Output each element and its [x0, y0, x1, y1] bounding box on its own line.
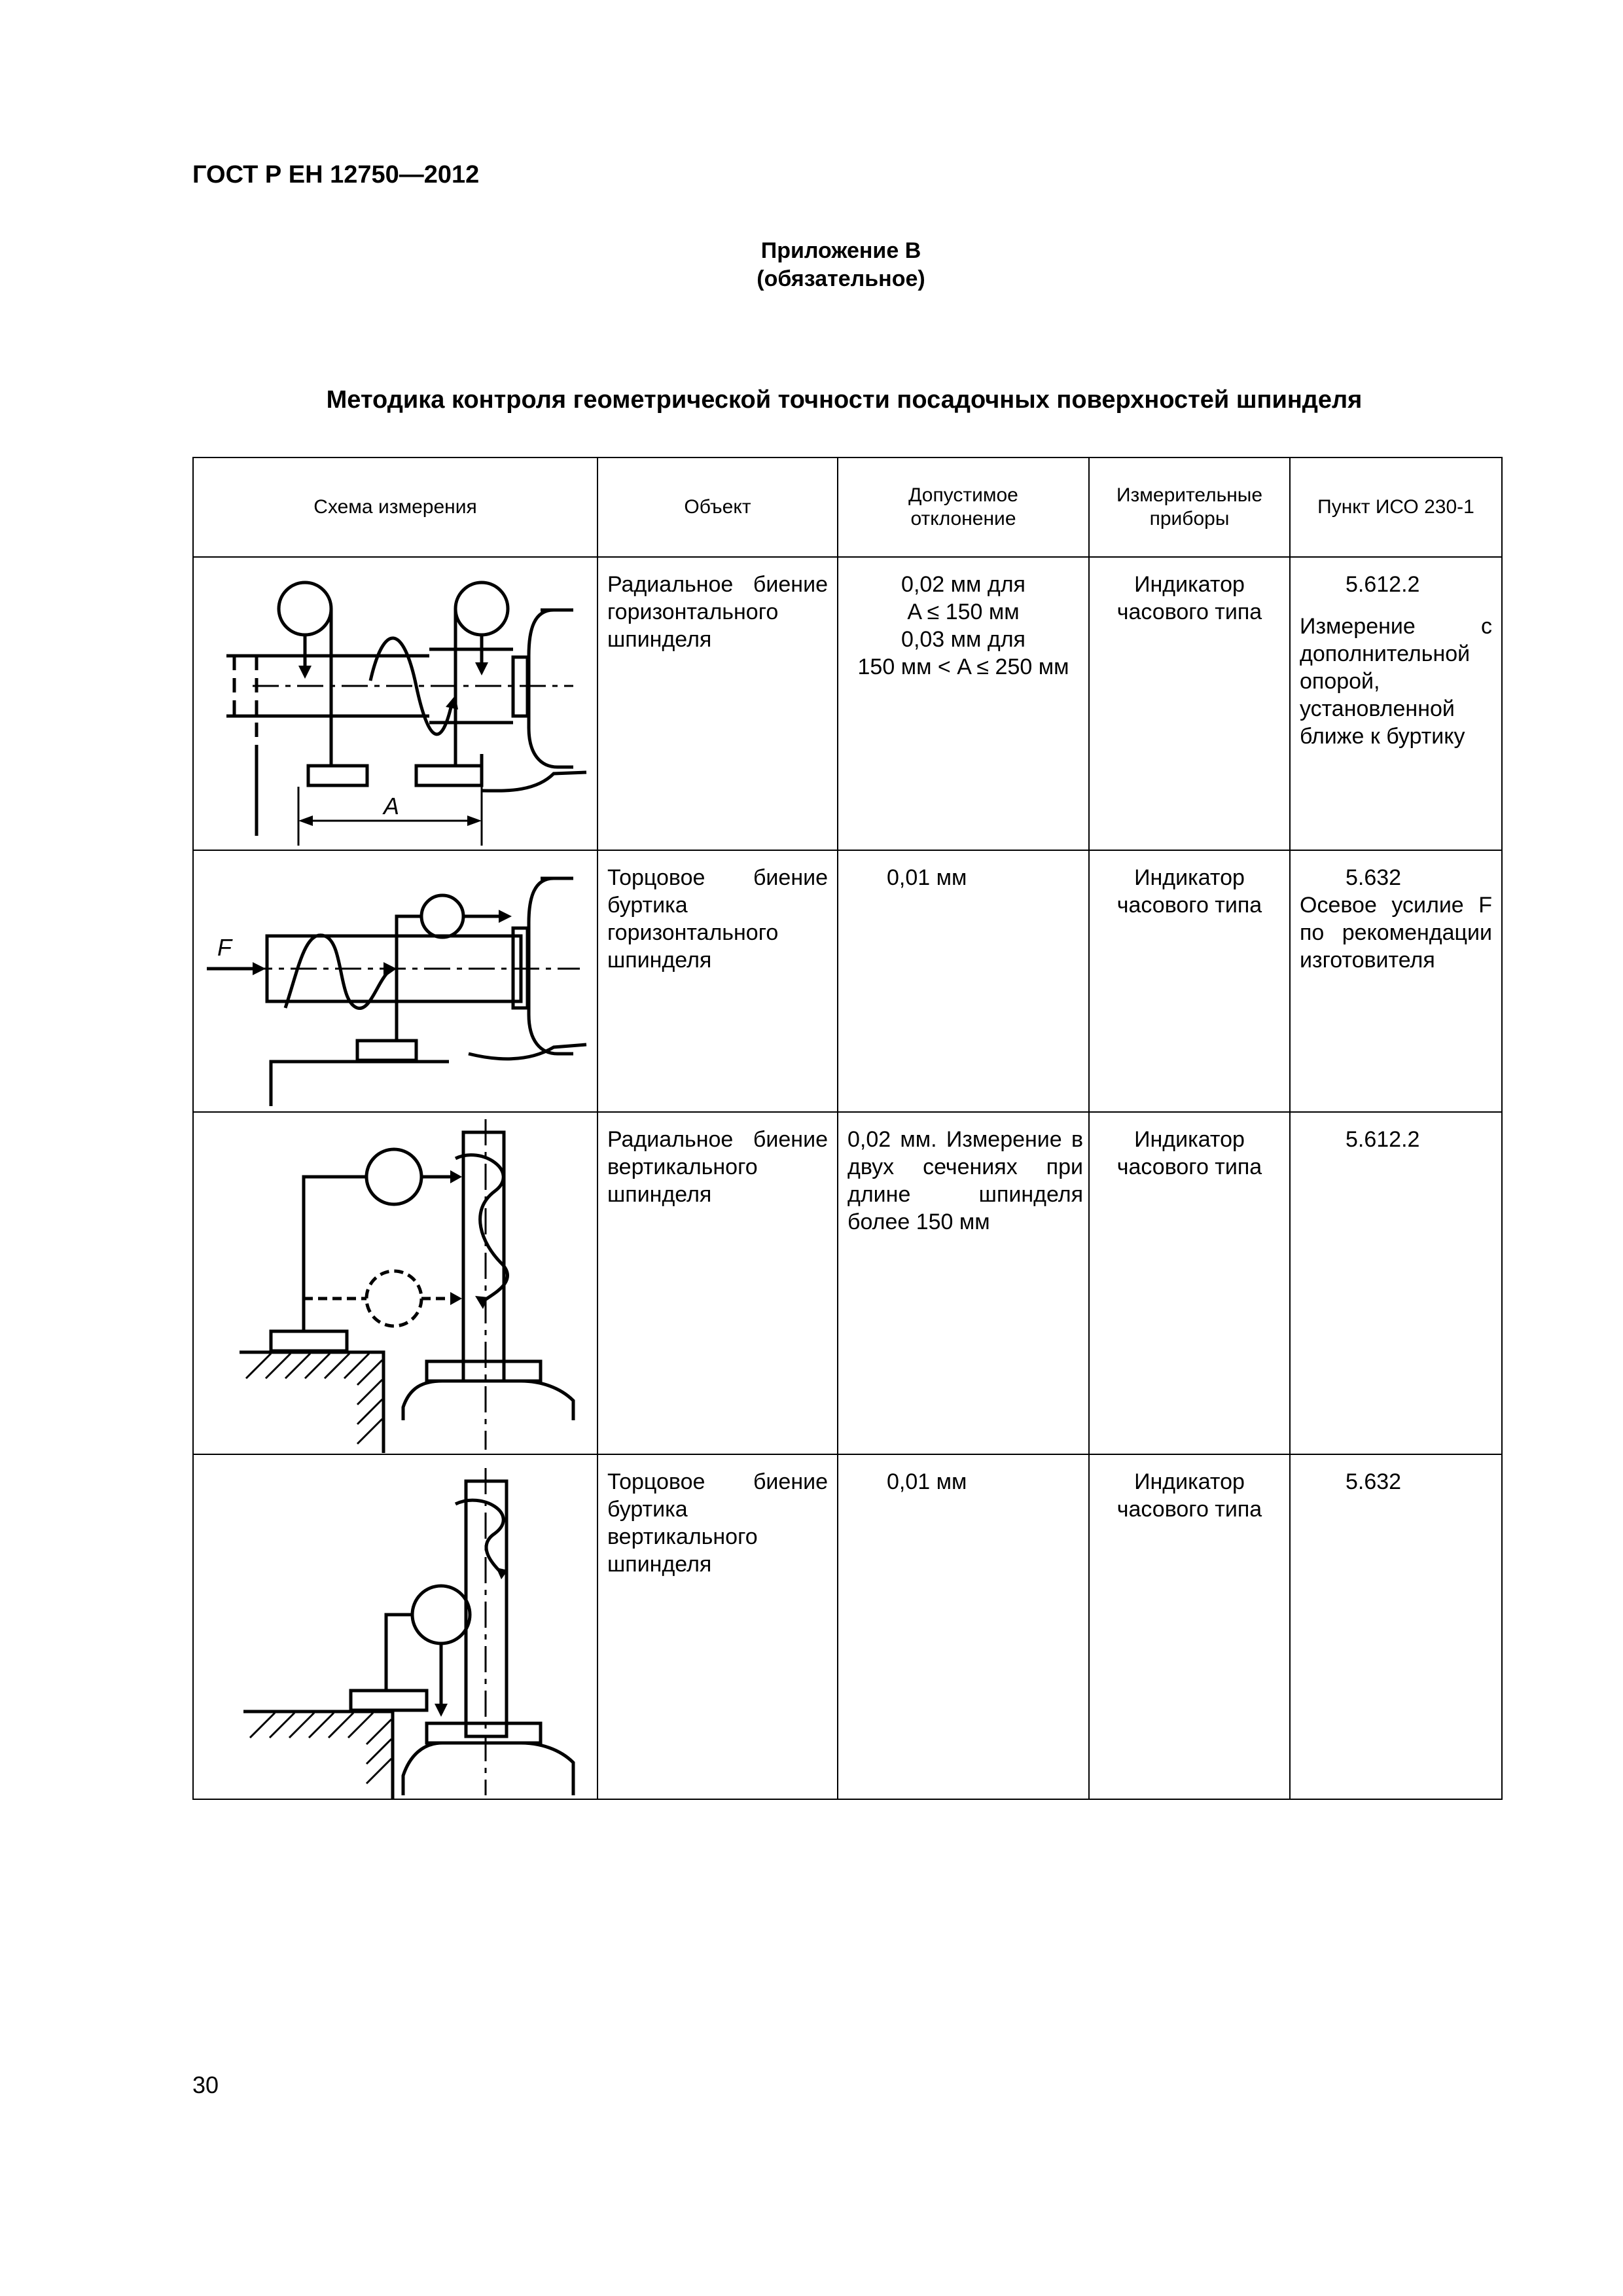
annex-title: Приложение В	[760, 238, 921, 263]
object-cell	[597, 850, 838, 1112]
iso-clause-block	[1291, 558, 1501, 750]
header-iso-clause: Пункт ИСО 230-1	[1290, 457, 1502, 557]
iso-clause-cell	[1290, 1454, 1502, 1799]
object-text: Торцовое биение буртика горизонтального шпинделя	[607, 865, 828, 973]
object-cell	[597, 1454, 838, 1799]
table-row	[193, 1112, 1502, 1454]
horizontal-spindle-radial-runout-diagram	[194, 558, 596, 850]
table-row	[193, 1454, 1502, 1799]
instruments-text: Индикатор часового типа	[1116, 572, 1262, 624]
object-text: Радиальное биение вертикального шпинделя	[607, 1127, 828, 1207]
force-label-f: F	[217, 934, 232, 961]
tolerance-text: 0,01 мм	[887, 865, 967, 890]
tolerance-line: 0,02 мм для	[901, 572, 1026, 597]
iso-clause-block	[1291, 851, 1501, 974]
instruments-text: Индикатор часового типа	[1116, 1127, 1262, 1179]
scheme-cell	[193, 557, 597, 850]
tolerance-cell	[838, 850, 1089, 1112]
annex-status: (обязательное)	[757, 266, 925, 291]
table-row	[193, 850, 1502, 1112]
iso-clause-note: Осевое усилие F по рекомендации изготовителя	[1300, 893, 1492, 973]
instruments-cell	[1089, 1112, 1290, 1454]
header-scheme: Схема измерения	[193, 457, 597, 557]
scheme-cell	[193, 1112, 597, 1454]
vertical-spindle-radial-runout-diagram	[194, 1113, 596, 1454]
table-header-row	[193, 457, 1502, 557]
iso-clause-number: 5.632	[1346, 865, 1402, 890]
iso-clause-note: Измерение с дополнительной опорой, установленной ближе к буртику	[1300, 614, 1492, 749]
header-object: Объект	[597, 457, 838, 557]
tolerance-text	[838, 558, 1088, 681]
object-cell	[597, 557, 838, 850]
object-text: Радиальное биение горизонтального шпинделя	[607, 572, 828, 652]
horizontal-spindle-face-runout-diagram	[194, 851, 596, 1111]
scheme-cell	[193, 850, 597, 1112]
iso-clause-cell	[1290, 1112, 1502, 1454]
iso-clause-number: 5.632	[1346, 1469, 1402, 1494]
document-code: ГОСТ Р ЕН 12750—2012	[192, 161, 480, 188]
iso-clause-cell	[1290, 850, 1502, 1112]
tolerance-line: A ≤ 150 мм	[907, 600, 1020, 624]
instruments-text: Индикатор часового типа	[1116, 865, 1262, 918]
iso-clause-cell	[1290, 557, 1502, 850]
object-text: Торцовое биение буртика вертикального шпинделя	[607, 1469, 828, 1577]
tolerance-cell	[838, 557, 1089, 850]
tolerance-cell	[838, 1454, 1089, 1799]
table-row	[193, 557, 1502, 850]
instruments-text: Индикатор часового типа	[1116, 1469, 1262, 1522]
header-instruments: Измерительные приборы	[1089, 457, 1290, 557]
vertical-spindle-face-runout-diagram	[194, 1455, 596, 1799]
dimension-label-a: A	[383, 793, 400, 819]
page-number: 30	[192, 2072, 219, 2098]
tolerance-cell	[838, 1112, 1089, 1454]
iso-clause-number: 5.612.2	[1346, 572, 1420, 597]
iso-clause-number: 5.612.2	[1346, 1127, 1420, 1152]
tolerance-line: 150 мм < A ≤ 250 мм	[857, 655, 1069, 679]
instruments-cell	[1089, 1454, 1290, 1799]
instruments-cell	[1089, 850, 1290, 1112]
tolerance-line: 0,03 мм для	[901, 627, 1026, 652]
page-title: Методика контроля геометрической точности посадочных поверхностей шпинделя	[326, 386, 1363, 414]
measurement-table	[192, 457, 1503, 1800]
header-tolerance: Допустимое отклонение	[838, 457, 1089, 557]
scheme-cell	[193, 1454, 597, 1799]
instruments-cell	[1089, 557, 1290, 850]
tolerance-text: 0,01 мм	[887, 1469, 967, 1494]
annex-heading	[0, 237, 1623, 293]
tolerance-text: 0,02 мм. Измерение в двух сечениях при длине шпинделя более 150 мм	[847, 1127, 1083, 1234]
object-cell	[597, 1112, 838, 1454]
